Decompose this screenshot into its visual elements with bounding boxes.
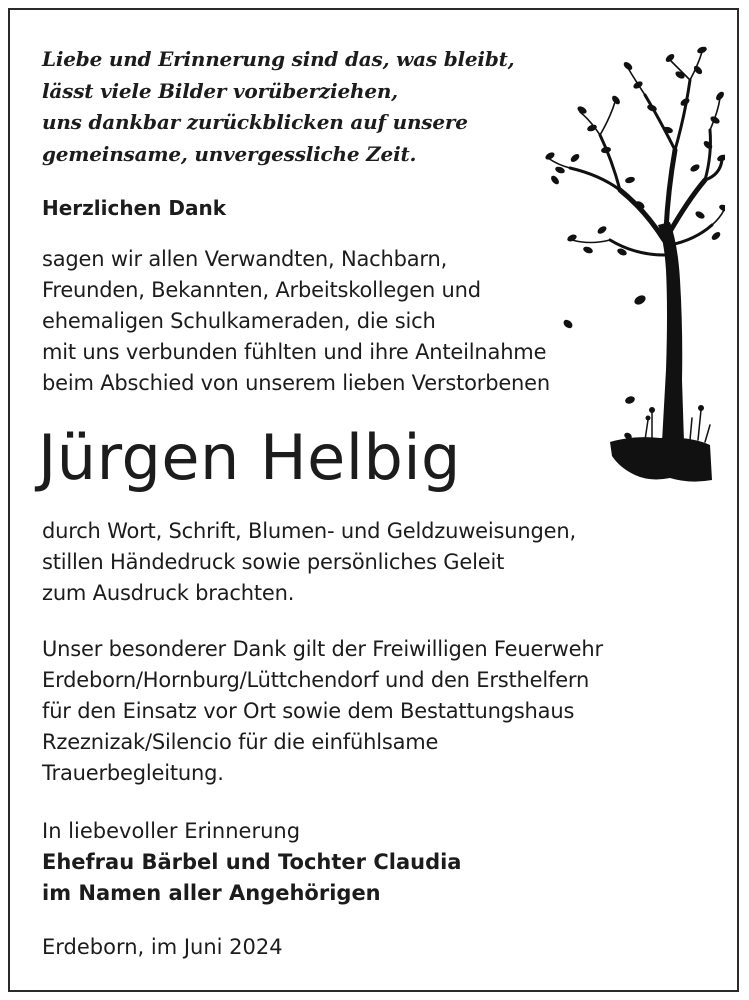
- special-thanks-line: für den Einsatz vor Ort sowie dem Bestattungshaus: [42, 699, 575, 723]
- closing-line: In liebevoller Erinnerung: [42, 819, 301, 843]
- intro-line: ehemaligen Schulkameraden, die sich: [42, 309, 436, 333]
- deceased-name: Jürgen Helbig: [38, 421, 461, 494]
- special-thanks-line: Rzeznizak/Silencio für die einfühlsame: [42, 730, 439, 754]
- tree-silhouette-icon: [540, 40, 725, 490]
- intro-line: Freunden, Bekannten, Arbeitskollegen und: [42, 278, 481, 302]
- thanks-heading: Herzlichen Dank: [42, 196, 227, 220]
- intro-paragraph: [42, 244, 550, 399]
- poem-line: uns dankbar zurückblicken auf unsere: [42, 110, 468, 134]
- special-thanks-line: Trauerbegleitung.: [42, 761, 224, 785]
- poem-line: lässt viele Bilder vorüberziehen,: [42, 78, 398, 103]
- special-thanks-line: Erdeborn/Hornburg/Lüttchendorf und den Ersthelfern: [42, 668, 590, 692]
- intro-line: sagen wir allen Verwandten, Nachbarn,: [42, 247, 448, 271]
- special-thanks-line: Unser besonderer Dank gilt der Freiwilligen Feuerwehr: [42, 637, 603, 661]
- special-thanks-paragraph: [42, 634, 603, 789]
- condolences-line: durch Wort, Schrift, Blumen- und Geldzuweisungen,: [42, 519, 576, 543]
- condolences-line: stillen Händedruck sowie persönliches Geleit: [42, 550, 505, 574]
- poem: [42, 44, 514, 170]
- intro-line: mit uns verbunden fühlten und ihre Anteilnahme: [42, 340, 547, 364]
- intro-line: beim Abschied von unserem lieben Verstorbenen: [42, 371, 550, 395]
- signer-line: Ehefrau Bärbel und Tochter Claudia: [42, 850, 462, 874]
- poem-line: gemeinsame, unvergessliche Zeit.: [42, 141, 417, 166]
- signers: [42, 847, 461, 909]
- condolences-line: zum Ausdruck brachten.: [42, 581, 295, 605]
- poem-line: Liebe und Erinnerung sind das, was bleibt,: [42, 47, 515, 71]
- signer-line: im Namen aller Angehörigen: [42, 881, 381, 905]
- place-date: Erdeborn, im Juni 2024: [42, 935, 283, 959]
- condolences-paragraph: [42, 516, 576, 609]
